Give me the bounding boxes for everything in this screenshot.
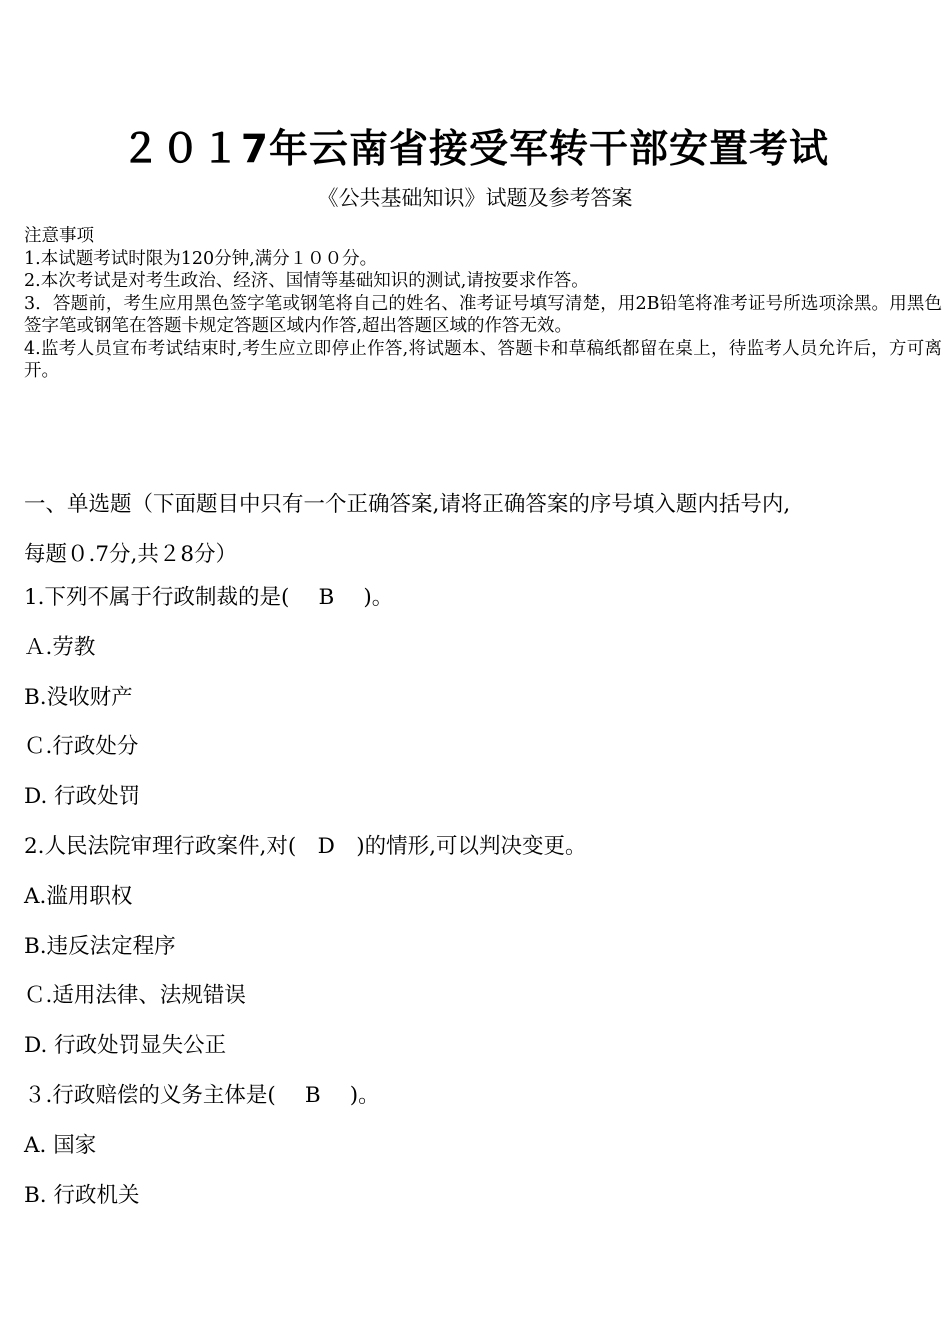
question-stem-text: )。 <box>363 585 394 610</box>
question-answer: B <box>304 1082 321 1108</box>
notice-item: 3．答题前，考生应用黑色签字笔或钢笔将自己的姓名、准考证号填写清楚，用2B铅笔将准考证号所选项涂黑。用黑色签字笔或钢笔在答题卡规定答题区域内作答,超出答题区域的作答无效。 <box>24 293 942 336</box>
document-title: ２０１7年云南省接受军转干部安置考试 <box>120 127 830 172</box>
notice-heading: 注意事项 <box>24 226 94 246</box>
question-stem <box>24 822 924 872</box>
question-list <box>24 573 924 1220</box>
notice-item: 2.本次考试是对考生政治、经济、国情等基础知识的测试,请按要求作答。 <box>24 271 589 291</box>
question-stem-text: 1.下列不属于行政制裁的是( <box>24 585 290 610</box>
question-option: D. 行政处罚显失公正 <box>24 1033 227 1059</box>
question-answer: B <box>318 585 335 610</box>
question-stem <box>24 1071 924 1121</box>
section-heading-line: 一、单选题（下面题目中只有一个正确答案,请将正确答案的序号填入题内括号内, <box>24 492 791 517</box>
question-option: D. 行政处罚 <box>24 784 141 810</box>
question-option: B.违反法定程序 <box>24 933 176 959</box>
question-stem-text: )的情形,可以判决变更。 <box>356 833 587 859</box>
notice-item: 1.本试题考试时限为120分钟,满分１００分。 <box>24 248 378 269</box>
section-heading <box>24 480 950 580</box>
question-option: B. 行政机关 <box>24 1182 140 1208</box>
document-subtitle: 《公共基础知识》试题及参考答案 <box>317 186 633 210</box>
question-option: A. 国家 <box>24 1132 97 1158</box>
question-item <box>24 1071 924 1220</box>
question-option: Ｃ.适用法律、法规错误 <box>24 983 246 1009</box>
question-item <box>24 822 924 1071</box>
question-option: Ｃ.行政处分 <box>24 734 139 760</box>
question-stem-text: )。 <box>349 1082 380 1108</box>
question-stem-text: 2.人民法院审理行政案件,对( <box>24 833 297 859</box>
question-stem <box>24 573 924 623</box>
question-option: A.滥用职权 <box>24 883 133 909</box>
section-heading-line: 每题０.7分,共２8分） <box>24 542 238 567</box>
question-stem-text: ３.行政赔偿的义务主体是( <box>24 1082 276 1108</box>
question-answer: D <box>317 833 335 859</box>
notice-item: 4.监考人员宣布考试结束时,考生应立即停止作答,将试题本、答题卡和草稿纸都留在桌上，待监考人员允许后，方可离开。 <box>24 338 942 381</box>
question-option: Ａ.劳教 <box>24 634 96 660</box>
question-option: B.没收财产 <box>24 684 133 710</box>
notice-block <box>24 225 942 383</box>
question-item <box>24 573 924 822</box>
